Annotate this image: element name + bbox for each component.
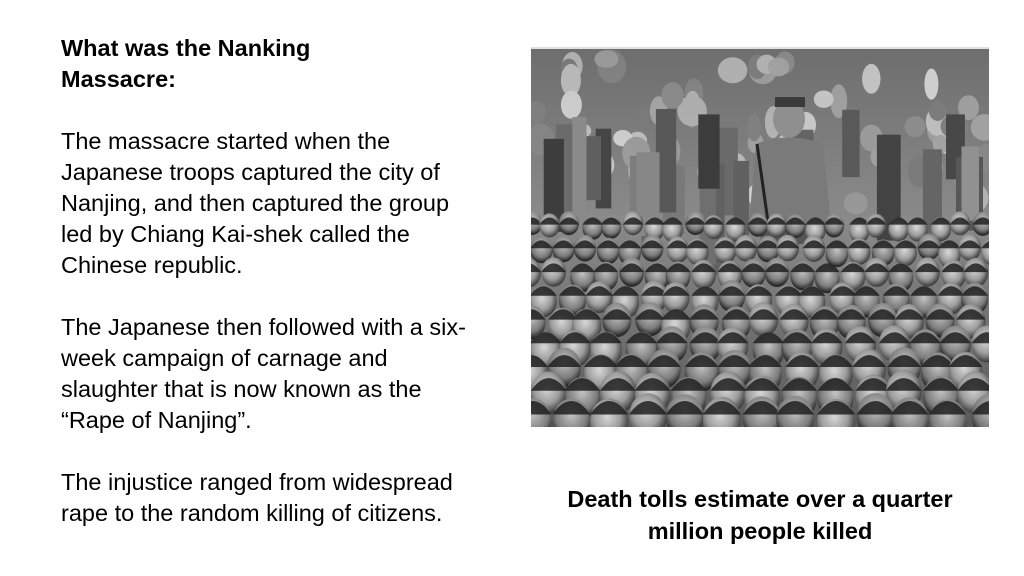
paragraph-campaign: The Japanese then followed with a six- week campaign of carnage and slaughter that is now known as the “Rape of Nanjing”. <box>61 314 466 433</box>
historical-photo <box>531 47 989 427</box>
paragraph-injustice: The injustice ranged from widespread rape to the random killing of citizens. <box>61 469 453 526</box>
paragraph-massacre-start: The massacre started when the Japanese troops captured the city of Nanjing, and then captured the group led by Chiang Kai-shek called the Chinese republic. <box>61 128 450 278</box>
text-column <box>61 33 481 529</box>
photo-caption: Death tolls estimate over a quarter million people killed <box>567 486 953 544</box>
slide-heading: What was the Nanking Massacre: <box>61 35 311 92</box>
